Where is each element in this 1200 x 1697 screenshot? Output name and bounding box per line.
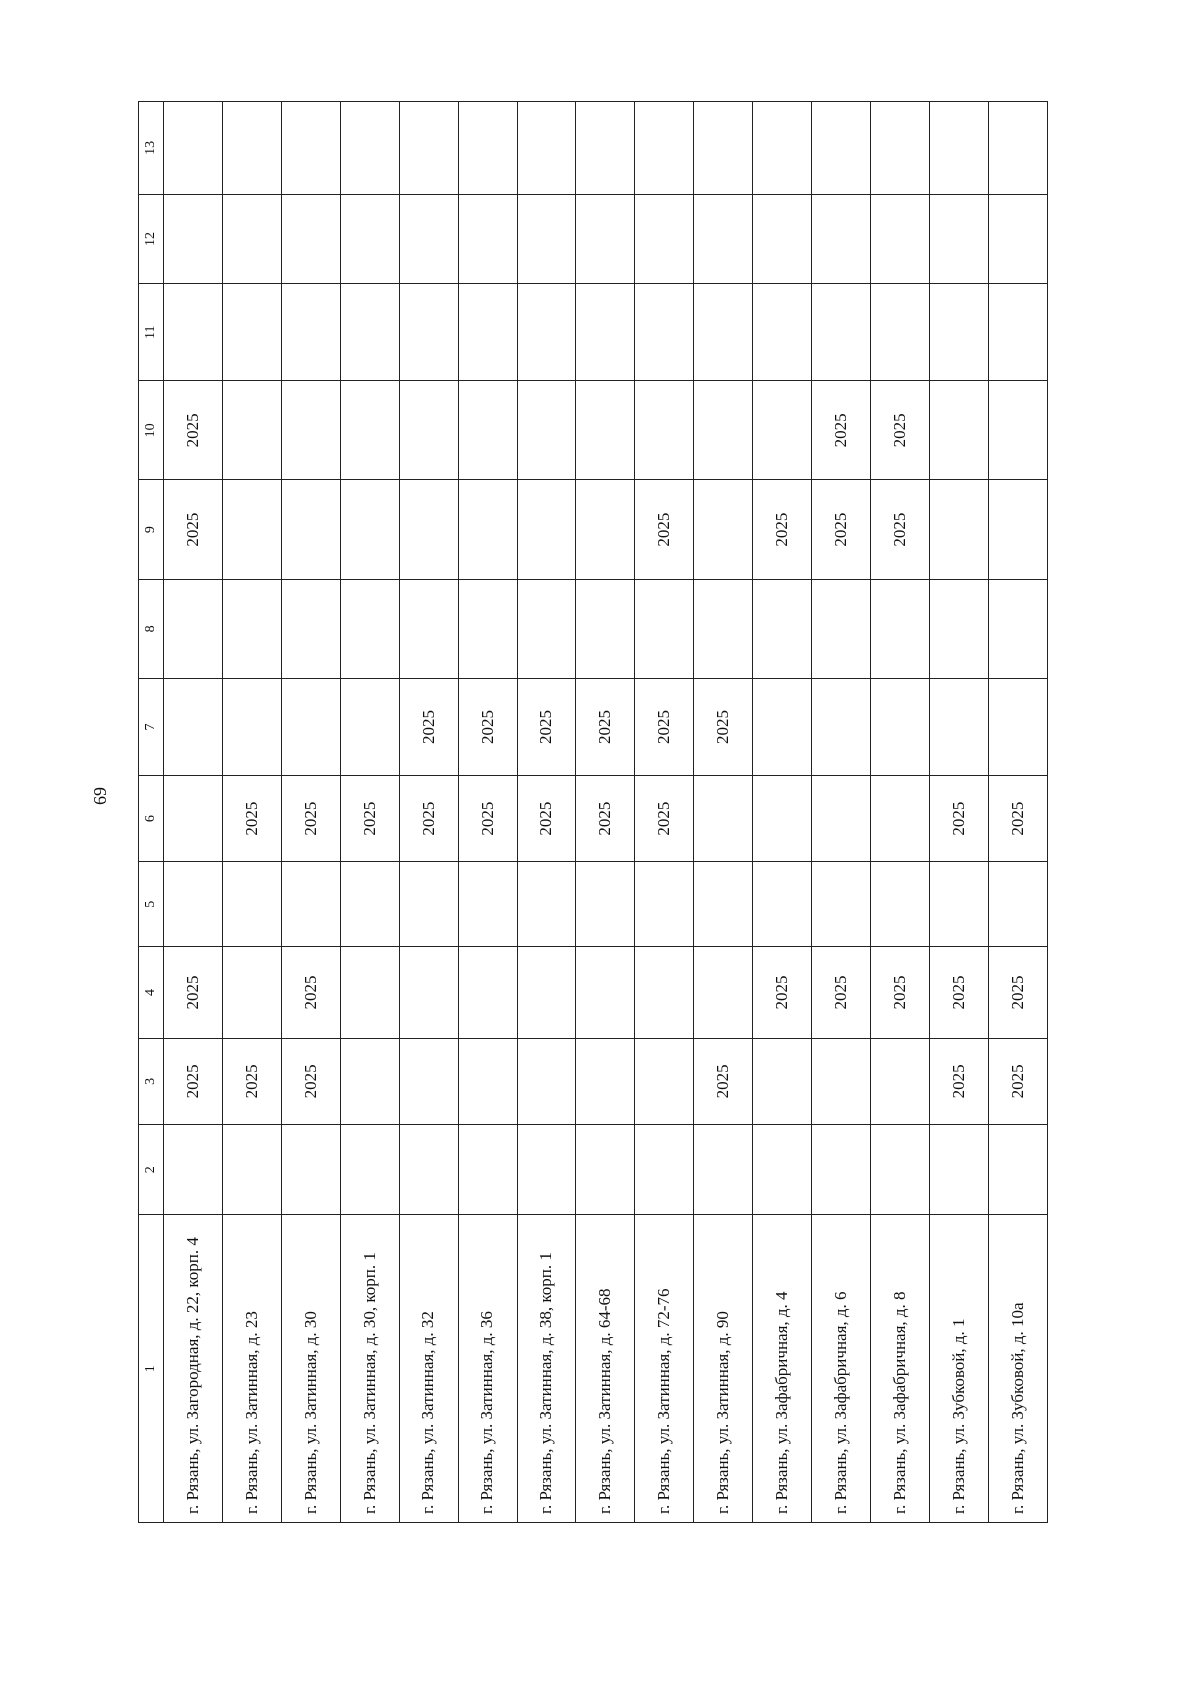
year-cell-col-6: 2025 (340, 776, 399, 862)
year-cell-col-12 (871, 194, 930, 283)
year-cell-col-3 (399, 1038, 458, 1124)
year-cell-col-6: 2025 (576, 776, 635, 862)
year-cell-col-13 (517, 102, 576, 195)
year-cell-col-5 (222, 862, 281, 947)
year-cell-col-3 (753, 1038, 812, 1124)
year-cell-col-6 (694, 776, 753, 862)
year-cell-col-2 (458, 1124, 517, 1215)
year-cell-col-8 (399, 579, 458, 678)
year-cell-col-2 (929, 1124, 988, 1215)
year-cell-col-4 (576, 947, 635, 1039)
year-cell-col-10 (694, 381, 753, 480)
address-cell: г. Рязань, ул. Зафабричная, д. 4 (753, 1215, 812, 1523)
year-cell-col-10 (988, 381, 1047, 480)
year-cell-col-10 (635, 381, 694, 480)
year-cell-col-7 (929, 678, 988, 775)
year-cell-col-2 (812, 1124, 871, 1215)
year-cell-col-2 (517, 1124, 576, 1215)
table-row (929, 102, 988, 1523)
year-cell-col-6 (812, 776, 871, 862)
year-cell-col-4: 2025 (812, 947, 871, 1039)
year-cell-col-4 (399, 947, 458, 1039)
year-cell-col-9: 2025 (635, 480, 694, 579)
year-cell-col-7: 2025 (399, 678, 458, 775)
year-cell-col-7: 2025 (458, 678, 517, 775)
year-cell-col-8 (164, 579, 223, 678)
year-cell-col-6: 2025 (399, 776, 458, 862)
year-cell-col-11 (988, 284, 1047, 381)
year-cell-col-7 (281, 678, 340, 775)
year-cell-col-9 (517, 480, 576, 579)
year-cell-col-9: 2025 (871, 480, 930, 579)
year-cell-col-4 (222, 947, 281, 1039)
year-cell-col-9 (929, 480, 988, 579)
year-cell-col-9 (988, 480, 1047, 579)
table-row (753, 102, 812, 1523)
year-cell-col-7 (222, 678, 281, 775)
year-cell-col-8 (812, 579, 871, 678)
year-cell-col-2 (164, 1124, 223, 1215)
year-cell-col-8 (635, 579, 694, 678)
year-cell-col-12 (222, 194, 281, 283)
year-cell-col-9 (340, 480, 399, 579)
address-cell: г. Рязань, ул. Затинная, д. 23 (222, 1215, 281, 1523)
year-cell-col-9: 2025 (812, 480, 871, 579)
year-cell-col-12 (929, 194, 988, 283)
year-cell-col-13 (222, 102, 281, 195)
year-cell-col-7 (340, 678, 399, 775)
year-cell-col-2 (694, 1124, 753, 1215)
address-cell: г. Рязань, ул. Затинная, д. 32 (399, 1215, 458, 1523)
year-cell-col-13 (871, 102, 930, 195)
column-header-4: 4 (139, 947, 164, 1039)
year-cell-col-13 (281, 102, 340, 195)
year-cell-col-12 (988, 194, 1047, 283)
year-cell-col-4 (458, 947, 517, 1039)
year-cell-col-10: 2025 (164, 381, 223, 480)
year-cell-col-11 (340, 284, 399, 381)
year-cell-col-13 (635, 102, 694, 195)
year-cell-col-11 (164, 284, 223, 381)
year-cell-col-4: 2025 (753, 947, 812, 1039)
year-cell-col-8 (517, 579, 576, 678)
year-cell-col-12 (340, 194, 399, 283)
year-cell-col-2 (399, 1124, 458, 1215)
year-cell-col-5 (281, 862, 340, 947)
year-cell-col-9: 2025 (164, 480, 223, 579)
year-cell-col-11 (576, 284, 635, 381)
address-cell: г. Рязань, ул. Зубковой, д. 1 (929, 1215, 988, 1523)
address-cell: г. Рязань, ул. Затинная, д. 30 (281, 1215, 340, 1523)
year-cell-col-8 (988, 579, 1047, 678)
year-cell-col-5 (340, 862, 399, 947)
table-row (635, 102, 694, 1523)
column-header-12: 12 (139, 194, 164, 283)
schedule-table (138, 101, 1048, 1523)
year-cell-col-13 (988, 102, 1047, 195)
table-row (281, 102, 340, 1523)
year-cell-col-4: 2025 (281, 947, 340, 1039)
column-header-7: 7 (139, 678, 164, 775)
year-cell-col-10: 2025 (871, 381, 930, 480)
year-cell-col-5 (871, 862, 930, 947)
year-cell-col-4 (340, 947, 399, 1039)
year-cell-col-10 (458, 381, 517, 480)
year-cell-col-2 (753, 1124, 812, 1215)
year-cell-col-3 (458, 1038, 517, 1124)
year-cell-col-13 (694, 102, 753, 195)
year-cell-col-6: 2025 (929, 776, 988, 862)
year-cell-col-5 (164, 862, 223, 947)
year-cell-col-13 (458, 102, 517, 195)
year-cell-col-11 (753, 284, 812, 381)
year-cell-col-3 (635, 1038, 694, 1124)
year-cell-col-11 (399, 284, 458, 381)
year-cell-col-9: 2025 (753, 480, 812, 579)
year-cell-col-7 (753, 678, 812, 775)
year-cell-col-4 (635, 947, 694, 1039)
column-header-5: 5 (139, 862, 164, 947)
address-cell: г. Рязань, ул. Зубковой, д. 10а (988, 1215, 1047, 1523)
table-row (340, 102, 399, 1523)
year-cell-col-8 (871, 579, 930, 678)
year-cell-col-6: 2025 (517, 776, 576, 862)
year-cell-col-8 (340, 579, 399, 678)
table-row (871, 102, 930, 1523)
year-cell-col-8 (694, 579, 753, 678)
year-cell-col-8 (281, 579, 340, 678)
year-cell-col-3 (576, 1038, 635, 1124)
year-cell-col-10 (340, 381, 399, 480)
year-cell-col-4: 2025 (988, 947, 1047, 1039)
column-header-13: 13 (139, 102, 164, 195)
year-cell-col-2 (340, 1124, 399, 1215)
year-cell-col-9 (694, 480, 753, 579)
year-cell-col-13 (576, 102, 635, 195)
year-cell-col-2 (635, 1124, 694, 1215)
year-cell-col-12 (812, 194, 871, 283)
table-row (517, 102, 576, 1523)
year-cell-col-12 (399, 194, 458, 283)
year-cell-col-5 (753, 862, 812, 947)
year-cell-col-3 (871, 1038, 930, 1124)
year-cell-col-5 (458, 862, 517, 947)
year-cell-col-6: 2025 (635, 776, 694, 862)
year-cell-col-12 (576, 194, 635, 283)
year-cell-col-5 (517, 862, 576, 947)
year-cell-col-4 (517, 947, 576, 1039)
year-cell-col-2 (222, 1124, 281, 1215)
year-cell-col-12 (694, 194, 753, 283)
address-cell: г. Рязань, ул. Затинная, д. 72-76 (635, 1215, 694, 1523)
table-row (399, 102, 458, 1523)
year-cell-col-4 (694, 947, 753, 1039)
year-cell-col-10 (929, 381, 988, 480)
year-cell-col-11 (222, 284, 281, 381)
year-cell-col-13 (340, 102, 399, 195)
year-cell-col-5 (694, 862, 753, 947)
year-cell-col-10: 2025 (812, 381, 871, 480)
table-row (812, 102, 871, 1523)
year-cell-col-3: 2025 (988, 1038, 1047, 1124)
address-cell: г. Рязань, ул. Затинная, д. 30, корп. 1 (340, 1215, 399, 1523)
year-cell-col-3: 2025 (929, 1038, 988, 1124)
year-cell-col-3: 2025 (694, 1038, 753, 1124)
year-cell-col-11 (635, 284, 694, 381)
year-cell-col-10 (576, 381, 635, 480)
year-cell-col-3: 2025 (222, 1038, 281, 1124)
year-cell-col-7: 2025 (517, 678, 576, 775)
year-cell-col-10 (399, 381, 458, 480)
year-cell-col-11 (517, 284, 576, 381)
column-header-3: 3 (139, 1038, 164, 1124)
year-cell-col-11 (929, 284, 988, 381)
table-row (458, 102, 517, 1523)
year-cell-col-3 (517, 1038, 576, 1124)
year-cell-col-4: 2025 (164, 947, 223, 1039)
year-cell-col-8 (458, 579, 517, 678)
year-cell-col-4: 2025 (929, 947, 988, 1039)
year-cell-col-3: 2025 (164, 1038, 223, 1124)
year-cell-col-10 (517, 381, 576, 480)
year-cell-col-6: 2025 (988, 776, 1047, 862)
year-cell-col-9 (281, 480, 340, 579)
year-cell-col-7 (871, 678, 930, 775)
column-header-1: 1 (139, 1215, 164, 1523)
year-cell-col-10 (753, 381, 812, 480)
year-cell-col-2 (576, 1124, 635, 1215)
year-cell-col-5 (929, 862, 988, 947)
address-cell: г. Рязань, ул. Затинная, д. 36 (458, 1215, 517, 1523)
year-cell-col-6 (871, 776, 930, 862)
column-header-8: 8 (139, 579, 164, 678)
year-cell-col-3 (340, 1038, 399, 1124)
year-cell-col-3: 2025 (281, 1038, 340, 1124)
address-cell: г. Рязань, ул. Затинная, д. 64-68 (576, 1215, 635, 1523)
year-cell-col-13 (929, 102, 988, 195)
year-cell-col-7: 2025 (576, 678, 635, 775)
year-cell-col-7: 2025 (694, 678, 753, 775)
table-row (164, 102, 223, 1523)
year-cell-col-9 (222, 480, 281, 579)
year-cell-col-3 (812, 1038, 871, 1124)
year-cell-col-12 (753, 194, 812, 283)
year-cell-col-9 (399, 480, 458, 579)
year-cell-col-11 (871, 284, 930, 381)
header-row (139, 102, 164, 1523)
column-header-2: 2 (139, 1124, 164, 1215)
table-body (164, 102, 1048, 1523)
year-cell-col-6: 2025 (222, 776, 281, 862)
year-cell-col-8 (929, 579, 988, 678)
year-cell-col-4: 2025 (871, 947, 930, 1039)
year-cell-col-13 (164, 102, 223, 195)
schedule-table-rotated (138, 101, 1048, 1523)
year-cell-col-12 (164, 194, 223, 283)
year-cell-col-11 (281, 284, 340, 381)
year-cell-col-11 (694, 284, 753, 381)
year-cell-col-7 (164, 678, 223, 775)
year-cell-col-2 (281, 1124, 340, 1215)
table-row (576, 102, 635, 1523)
address-cell: г. Рязань, ул. Затинная, д. 90 (694, 1215, 753, 1523)
year-cell-col-10 (222, 381, 281, 480)
year-cell-col-2 (871, 1124, 930, 1215)
year-cell-col-7: 2025 (635, 678, 694, 775)
year-cell-col-12 (281, 194, 340, 283)
year-cell-col-8 (222, 579, 281, 678)
address-cell: г. Рязань, ул. Зафабричная, д. 8 (871, 1215, 930, 1523)
year-cell-col-5 (576, 862, 635, 947)
year-cell-col-7 (812, 678, 871, 775)
year-cell-col-5 (399, 862, 458, 947)
year-cell-col-13 (399, 102, 458, 195)
year-cell-col-7 (988, 678, 1047, 775)
address-cell: г. Рязань, ул. Загородная, д. 22, корп. 4 (164, 1215, 223, 1523)
year-cell-col-6 (164, 776, 223, 862)
year-cell-col-8 (753, 579, 812, 678)
year-cell-col-5 (635, 862, 694, 947)
column-header-9: 9 (139, 480, 164, 579)
year-cell-col-9 (576, 480, 635, 579)
address-cell: г. Рязань, ул. Зафабричная, д. 6 (812, 1215, 871, 1523)
column-header-10: 10 (139, 381, 164, 480)
address-cell: г. Рязань, ул. Затинная, д. 38, корп. 1 (517, 1215, 576, 1523)
year-cell-col-2 (988, 1124, 1047, 1215)
year-cell-col-10 (281, 381, 340, 480)
year-cell-col-8 (576, 579, 635, 678)
year-cell-col-5 (988, 862, 1047, 947)
year-cell-col-13 (753, 102, 812, 195)
year-cell-col-11 (812, 284, 871, 381)
page-number: 69 (90, 787, 110, 805)
year-cell-col-11 (458, 284, 517, 381)
year-cell-col-6: 2025 (281, 776, 340, 862)
year-cell-col-12 (635, 194, 694, 283)
year-cell-col-13 (812, 102, 871, 195)
column-header-11: 11 (139, 284, 164, 381)
year-cell-col-5 (812, 862, 871, 947)
year-cell-col-12 (458, 194, 517, 283)
table-row (222, 102, 281, 1523)
year-cell-col-6: 2025 (458, 776, 517, 862)
table-row (694, 102, 753, 1523)
year-cell-col-6 (753, 776, 812, 862)
table-row (988, 102, 1047, 1523)
year-cell-col-12 (517, 194, 576, 283)
column-header-6: 6 (139, 776, 164, 862)
year-cell-col-9 (458, 480, 517, 579)
